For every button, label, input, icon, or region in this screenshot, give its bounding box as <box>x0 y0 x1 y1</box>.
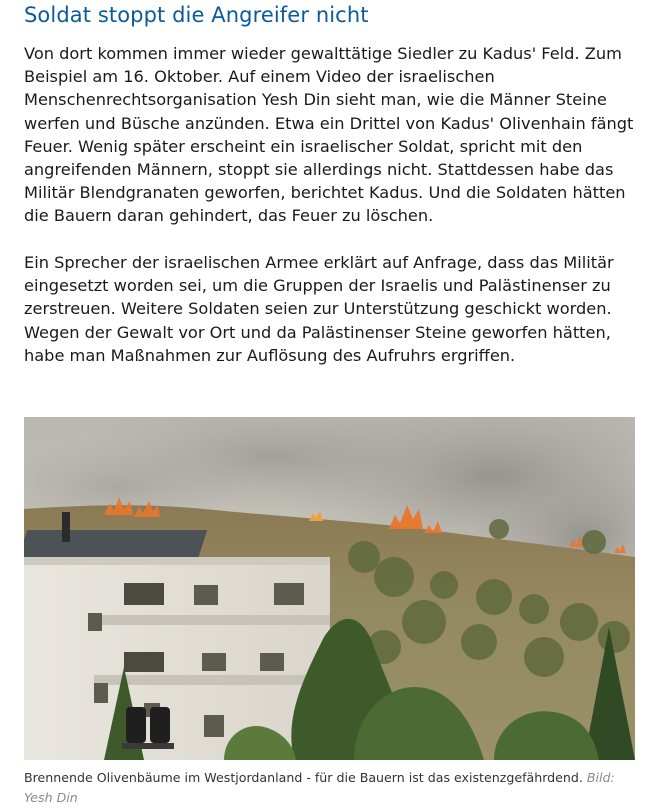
paragraph-line: werfen und Büsche anzünden. Etwa ein Drittel von Kadus' Olivenhain fängt <box>24 113 634 133</box>
paragraph-line: Militär Blendgranaten geworfen, berichtet Kadus. Und die Soldaten hätten <box>24 183 626 203</box>
paragraph-line: Feuer. Wenig später erscheint ein israelischer Soldat, spricht mit den <box>24 136 583 156</box>
caption-text: Brennende Olivenbäume im Westjordanland - für die Bauern ist das existenzgefährdend. <box>24 770 583 785</box>
paragraph-line: zerstreuen. Weitere Soldaten seien zur Unterstützung geschickt worden. <box>24 299 612 319</box>
body-paragraph-1 <box>24 42 636 228</box>
paragraph-line: Ein Sprecher der israelischen Armee erklärt auf Anfrage, dass das Militär <box>24 253 614 272</box>
paragraph-line: Beispiel am 16. Oktober. Auf einem Video der israelischen <box>24 67 495 87</box>
paragraph-line: Menschenrechtsorganisation Yesh Din sieht man, wie die Männer Steine <box>24 90 607 110</box>
apartment-building <box>24 557 330 760</box>
paragraph-line: habe man Maßnahmen zur Auflösung des Aufruhrs ergriffen. <box>24 345 516 365</box>
paragraph-line: angreifenden Männern, stoppt sie allerdings nicht. Stattdessen habe das <box>24 160 614 180</box>
burning-hillside-photo <box>24 417 635 760</box>
article-subheading: Soldat stoppt die Angreifer nicht <box>24 3 369 27</box>
paragraph-line: Wegen der Gewalt vor Ort und da Palästinenser Steine geworfen hätten, <box>24 322 611 342</box>
paragraph-line: eingesetzt worden sei, um die Gruppen der Israelis und Palästinenser zu <box>24 276 611 296</box>
photo-caption <box>24 768 636 808</box>
photo-credit: Bild: Yesh Din <box>24 770 615 805</box>
body-paragraph-2 <box>24 251 636 367</box>
article-photo[interactable] <box>24 417 635 760</box>
paragraph-line: die Bauern daran gehindert, das Feuer zu löschen. <box>24 206 434 226</box>
paragraph-line: Von dort kommen immer wieder gewalttätige Siedler zu Kadus' Feld. Zum <box>24 44 622 63</box>
